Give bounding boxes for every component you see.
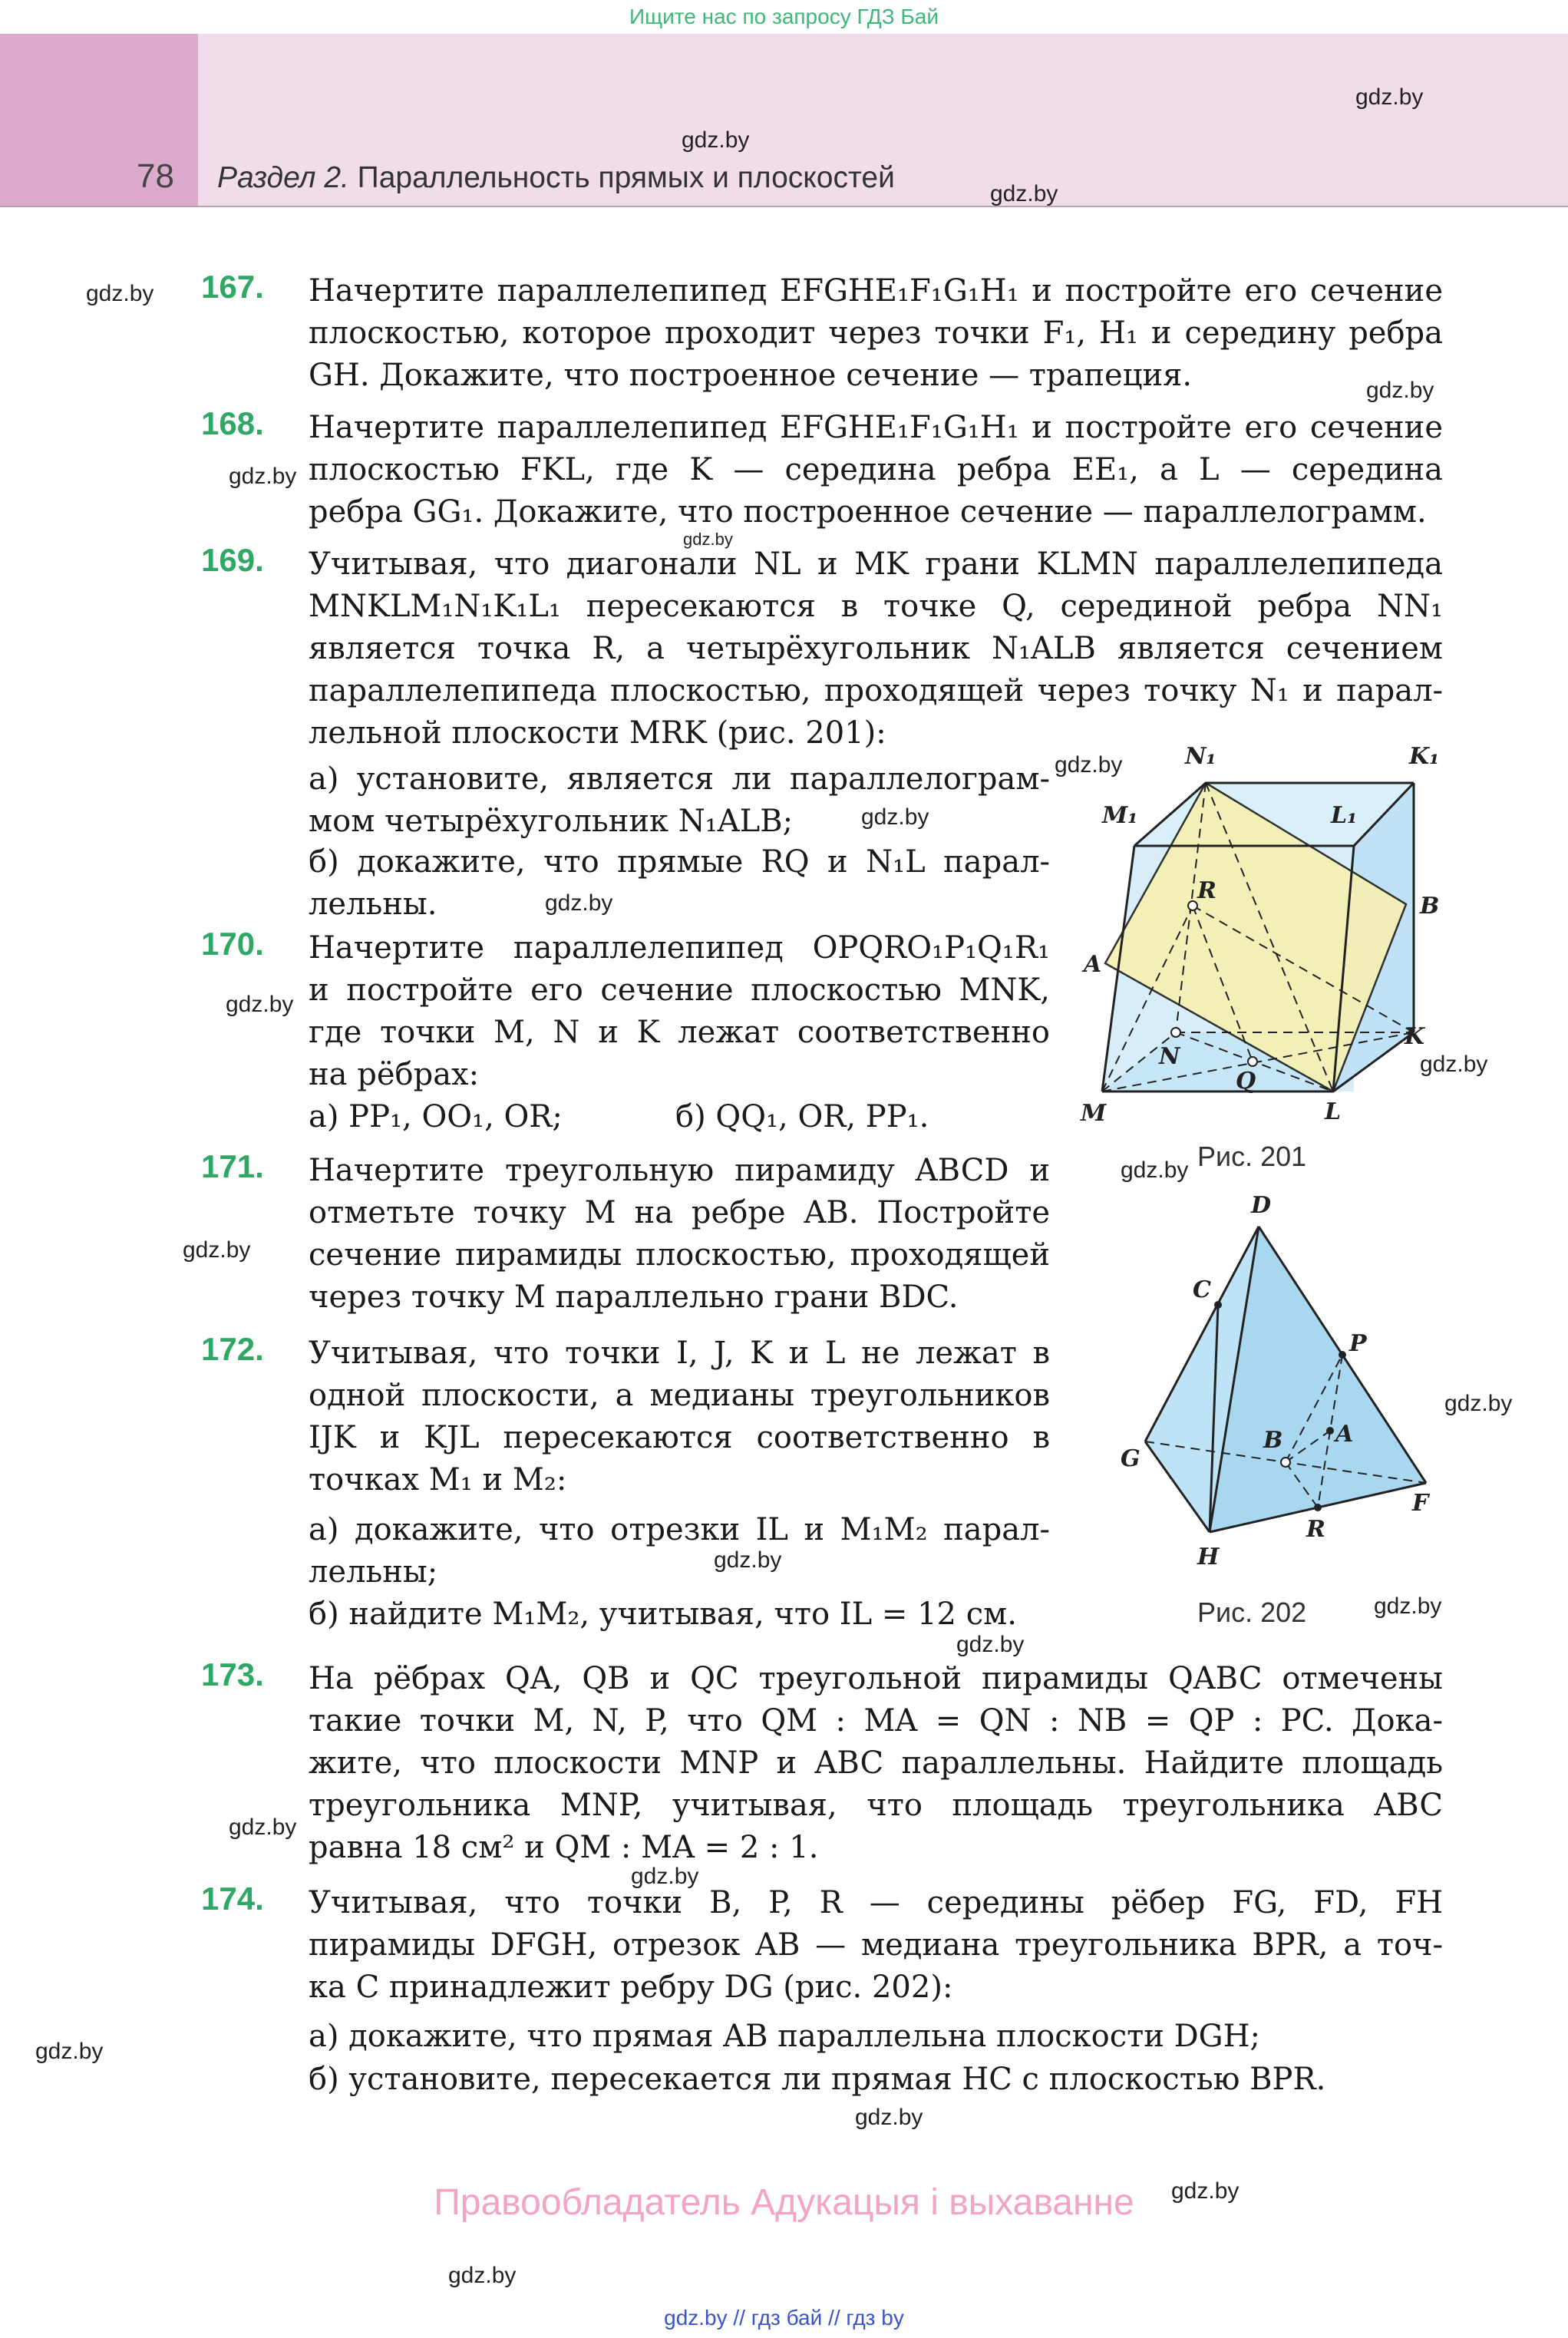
- text-line: через точку M параллельно грани BDC.: [309, 1280, 959, 1315]
- text-line: Начертите параллелепипед OPQRO₁P₁Q₁R₁: [309, 930, 1050, 966]
- text-line: б) докажите, что прямые RQ и N₁L парал-: [309, 844, 1050, 880]
- problem-number-169: 169.: [201, 542, 264, 578]
- problem-text-174: [309, 1882, 1443, 2009]
- problem-number-172: 172.: [201, 1331, 264, 1367]
- watermark: gdz.by: [956, 1632, 1025, 1657]
- text-line: пирамиды DFGH, отрезок AB — медиана треугольника BPR, а точ-: [309, 1927, 1443, 1963]
- problem-text-173: [309, 1658, 1443, 1869]
- watermark: gdz.by: [448, 2263, 517, 2288]
- label-m: M: [1081, 1100, 1107, 1127]
- watermark: gdz.by: [631, 1864, 699, 1889]
- watermark: gdz.by: [35, 2039, 104, 2064]
- text-line: мом четырёхугольник N₁ALB;: [309, 804, 794, 839]
- watermark: gdz.by: [861, 804, 929, 830]
- label-a: A: [1335, 1421, 1354, 1448]
- copyright-owner: Правообладатель Адукацыя і выхаванне: [434, 2182, 1134, 2223]
- label-b: B: [1420, 893, 1440, 920]
- label-q: Q: [1236, 1068, 1256, 1095]
- figure-201: [1059, 729, 1489, 1144]
- text-line: жите, что плоскости MNP и ABC параллельны. Найдите площадь: [309, 1745, 1443, 1781]
- problem-169-part-a: [309, 758, 1050, 843]
- text-line: лельны;: [309, 1554, 438, 1590]
- label-c: C: [1193, 1276, 1211, 1303]
- watermark: gdz.by: [714, 1547, 782, 1573]
- label-h: H: [1197, 1544, 1220, 1570]
- text-line: а) докажите, что отрезки IL и M₁M₂ парал-: [309, 1512, 1050, 1547]
- point-a: [1326, 1427, 1334, 1435]
- problem-172-part-a: [309, 1509, 1050, 1593]
- text-line: плоскостью, которое проходит через точки F₁, H₁ и середину ребра: [309, 315, 1443, 351]
- text-line: и постройте его сечение плоскостью MNK,: [309, 973, 1050, 1008]
- problem-number-171: 171.: [201, 1148, 264, 1184]
- section-label: Раздел 2.: [217, 161, 349, 194]
- problem-text-171: [309, 1150, 1050, 1319]
- text-line: Учитывая, что точки B, P, R — середины рёбер FG, FD, FH: [309, 1885, 1443, 1920]
- text-line: плоскостью FKL, где K — середина ребра EE₁, а L — середина: [309, 452, 1443, 487]
- problem-174-part-b: б) установите, пересекается ли прямая HC с плоскостью BPR.: [309, 2062, 1326, 2097]
- text-line: на рёбрах:: [309, 1057, 480, 1092]
- problem-text-170: [309, 927, 1050, 1096]
- label-g: G: [1121, 1445, 1141, 1472]
- label-k: K: [1405, 1023, 1425, 1050]
- label-b: B: [1263, 1427, 1283, 1454]
- text-line: Начертите параллелепипед EFGHE₁F₁G₁H₁ и постройте его сечение: [309, 410, 1443, 445]
- top-search-note: Ищите нас по запросу ГДЗ Бай: [629, 5, 939, 28]
- watermark: gdz.by: [1355, 84, 1424, 110]
- watermark: gdz.by: [183, 1237, 251, 1263]
- label-l: L: [1325, 1098, 1342, 1125]
- problem-172-part-b: б) найдите M₁M₂, учитывая, что IL = 12 см.: [309, 1597, 1017, 1632]
- watermark: gdz.by: [229, 1815, 297, 1840]
- label-d: D: [1251, 1192, 1272, 1219]
- problem-170-part-a: а) PP₁, OO₁, OR;: [309, 1099, 563, 1134]
- text-line: Учитывая, что диагонали NL и MK грани KLMN параллелепипеда: [309, 547, 1443, 582]
- label-m1: M₁: [1102, 802, 1138, 829]
- point-n: [1171, 1028, 1180, 1037]
- text-line: параллелепипеда плоскостью, проходящей через точку N₁ и парал-: [309, 673, 1443, 708]
- page-number: 78: [137, 157, 174, 195]
- label-k1: K₁: [1409, 743, 1440, 770]
- text-line: Учитывая, что точки I, J, K и L не лежат в: [309, 1336, 1050, 1371]
- watermark: gdz.by: [229, 464, 297, 489]
- watermark: gdz.by: [683, 530, 733, 549]
- watermark: gdz.by: [990, 181, 1058, 206]
- problem-number-167: 167.: [201, 269, 264, 305]
- point-q: [1248, 1057, 1257, 1066]
- point-c: [1214, 1301, 1222, 1309]
- section-name: Параллельность прямых и плоскостей: [348, 161, 895, 194]
- problem-text-172: [309, 1332, 1050, 1501]
- label-r: R: [1197, 877, 1216, 904]
- watermark: gdz.by: [226, 992, 294, 1017]
- label-n1: N₁: [1185, 743, 1216, 770]
- point-r: [1314, 1504, 1322, 1511]
- text-line: лельной плоскости MRK (рис. 201):: [309, 715, 886, 751]
- problem-number-170: 170.: [201, 926, 264, 962]
- watermark: gdz.by: [1366, 378, 1434, 403]
- header-divider: [0, 206, 1568, 207]
- watermark: gdz.by: [86, 281, 154, 306]
- text-line: MNKLM₁N₁K₁L₁ пересекаются в точке Q, серединой ребра NN₁: [309, 589, 1443, 624]
- point-p: [1339, 1351, 1346, 1359]
- watermark: gdz.by: [855, 2105, 923, 2130]
- section-title: [217, 161, 895, 195]
- watermark: gdz.by: [1171, 2178, 1240, 2204]
- watermark: gdz.by: [1444, 1391, 1513, 1416]
- text-line: треугольника MNP, учитывая, что площадь треугольника ABC: [309, 1788, 1443, 1823]
- text-line: является точка R, а четырёхугольник N₁ALB является сечением: [309, 631, 1443, 666]
- problem-number-168: 168.: [201, 405, 264, 441]
- label-p: P: [1349, 1330, 1367, 1357]
- label-f: F: [1412, 1490, 1429, 1517]
- text-line: отметьте точку M на ребре AB. Постройте: [309, 1195, 1050, 1230]
- watermark: gdz.by: [545, 890, 613, 916]
- problem-170-part-b: б) QQ₁, OR, PP₁.: [675, 1099, 929, 1134]
- problem-174-part-a: а) докажите, что прямая AB параллельна плоскости DGH;: [309, 2019, 1260, 2054]
- figure-201-caption: Рис. 201: [1197, 1141, 1307, 1172]
- text-line: GH. Докажите, что построенное сечение — трапеция.: [309, 358, 1193, 393]
- label-n: N: [1159, 1043, 1180, 1070]
- problem-text-169: [309, 543, 1443, 755]
- point-r: [1188, 901, 1197, 910]
- point-b: [1281, 1458, 1290, 1467]
- watermark: gdz.by: [1055, 752, 1123, 778]
- text-line: такие точки M, N, P, что QM : MA = QN : NB = QP : PC. Дока-: [309, 1703, 1443, 1739]
- watermark: gdz.by: [1121, 1157, 1189, 1183]
- watermark: gdz.by: [1420, 1052, 1488, 1077]
- text-line: IJK и KJL пересекаются соответственно в: [309, 1420, 1050, 1455]
- problem-number-174: 174.: [201, 1881, 264, 1917]
- problem-number-173: 173.: [201, 1656, 264, 1692]
- problem-text-168: [309, 407, 1443, 533]
- text-line: ребра GG₁. Докажите, что построенное сечение — параллелограмм.: [309, 494, 1427, 530]
- watermark: gdz.by: [682, 127, 750, 153]
- text-line: ка C принадлежит ребру DG (рис. 202):: [309, 1970, 953, 2005]
- text-line: Начертите параллелепипед EFGHE₁F₁G₁H₁ и постройте его сечение: [309, 273, 1443, 309]
- text-line: равна 18 см² и QM : MA = 2 : 1.: [309, 1830, 819, 1865]
- text-line: Начертите треугольную пирамиду ABCD и: [309, 1153, 1050, 1188]
- text-line: На рёбрах QA, QB и QC треугольной пирамиды QABC отмечены: [309, 1661, 1443, 1696]
- text-line: лельны.: [309, 887, 437, 922]
- text-line: а) установите, является ли параллелограм-: [309, 761, 1050, 797]
- text-line: где точки M, N и K лежат соответственно: [309, 1015, 1050, 1050]
- label-a: A: [1084, 951, 1102, 978]
- figure-202-caption: Рис. 202: [1197, 1597, 1307, 1628]
- text-line: одной плоскости, а медианы треугольников: [309, 1378, 1050, 1413]
- label-r: R: [1306, 1516, 1325, 1543]
- problem-169-part-b: [309, 841, 1050, 926]
- text-line: точках M₁ и M₂:: [309, 1462, 567, 1498]
- problem-text-167: [309, 270, 1443, 397]
- figure-202: [1105, 1182, 1474, 1581]
- label-l1: L₁: [1331, 802, 1358, 829]
- watermark: gdz.by: [1374, 1593, 1442, 1619]
- text-line: сечение пирамиды плоскостью, проходящей: [309, 1237, 1050, 1273]
- footer-links[interactable]: gdz.by // гдз бай // гдз by: [664, 2306, 904, 2330]
